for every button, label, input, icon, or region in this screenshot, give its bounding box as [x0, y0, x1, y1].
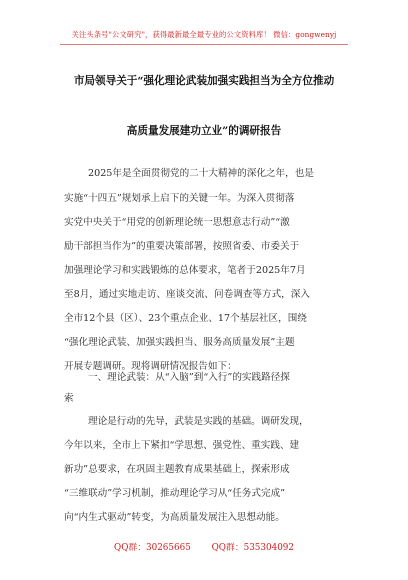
paragraph-line: “三维联动”学习机制，推动理论学习从“任务式完成” [64, 488, 286, 499]
paragraph-line: 全市12个县（区）、23个重点企业、17个基层社区，围绕 [64, 313, 307, 324]
report-title-line-1: 市局领导关于“强化理论武装加强实践担当为全方位推动 [73, 75, 335, 87]
paragraph-line: 至8月，通过实地走访、座谈交流、问卷调查等方式，深入 [64, 289, 310, 300]
footer-qq-group-1: QQ群：30265665 [114, 543, 191, 553]
paragraph-line: 向“内生式驱动”转变，为高质量发展注入思想动能。 [64, 512, 285, 523]
header-divider [60, 44, 348, 45]
paragraph-line: 开展专题调研。现将调研情况报告如下： [64, 361, 237, 372]
header-promo-text: 关注头条号"公文研究"，获得最新最全最专业的公文资料库！ 微信：gongwenyj [71, 30, 337, 39]
footer-qq-group-2: QQ群：535304092 [211, 543, 294, 553]
section-heading-line: 一、理论武装：从“入脑”到“入行”的实践路径探 [88, 372, 290, 383]
paragraph-line: 今年以来，全市上下紧扣“学思想、强党性、重实践、建 [64, 440, 300, 451]
report-title-line-2: 高质量发展建功立业”的调研报告 [126, 125, 282, 137]
section-heading-line: 索 [64, 393, 74, 404]
paragraph-line: 励干部担当作为”的重要决策部署，按照省委、市委关于 [64, 241, 300, 252]
paragraph-line: 加强理论学习和实践锻炼的总体要求，笔者于2025年7月 [64, 265, 306, 276]
paragraph-line: 实党中央关于“用党的创新理论统一思想意志行动”“激 [64, 217, 290, 228]
paragraph-line: 2025年是全面贯彻党的二十大精神的深化之年，也是 [88, 168, 314, 179]
paragraph-line: “强化理论武装、加强实践担当、服务高质量发展”主题 [64, 337, 295, 348]
paragraph-line: 新功”总要求，在巩固主题教育成果基础上，探索形成 [64, 464, 290, 475]
paragraph-line: 理论是行动的先导，武装是实践的基础。调研发现， [88, 416, 309, 427]
footer-contact [0, 540, 408, 553]
paragraph-line: 实施“十四五”规划承上启下的关键一年。为深入贯彻落 [64, 193, 295, 204]
